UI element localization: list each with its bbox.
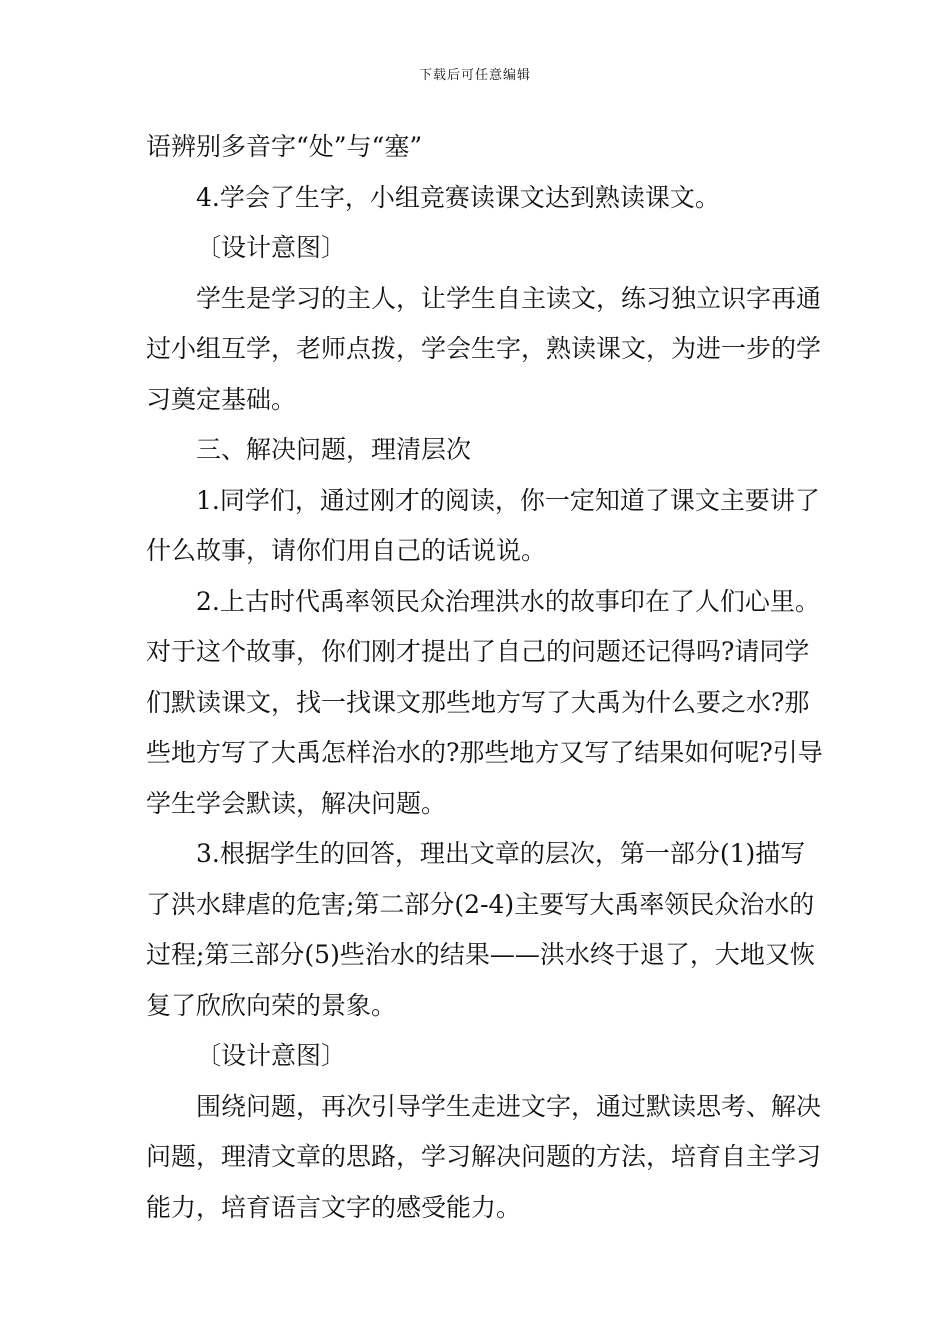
design-intent-paragraph: 学生是学习的主人，让学生自主读文，练习独立识字再通过小组互学，老师点拨，学会生字，熟读课文，为进一步的学习奠定基础。 <box>146 283 822 414</box>
paragraph-step-3: 3.根据学生的回答，理出文章的层次，第一部分(1)描写了洪水肆虐的危害;第二部分(2-4)主要写大禹率领民众治水的过程;第三部分(5)些治水的结果——洪水终于退了，大地又恢复了欣欣向荣的景象。 <box>146 839 815 1020</box>
design-intent-paragraph: 围绕问题，再次引导学生走进文字，通过默读思考、解决问题，理清文章的思路，学习解决问题的方法，培育自主学习能力，培育语言文字的感受能力。 <box>146 1091 822 1222</box>
paragraph-continuation: 语辨别多音字“处”与“塞” <box>146 132 423 161</box>
section-heading: 三、解决问题，理清层次 <box>196 435 472 464</box>
document-body <box>146 122 826 1233</box>
page-header: 下载后可任意编辑 <box>418 68 531 83</box>
paragraph-step-4: 4.学会了生字，小组竞赛读课文达到熟读课文。 <box>196 182 720 212</box>
paragraph-step-1: 1.同学们，通过刚才的阅读，你一定知道了课文主要讲了什么故事，请你们用自己的话说说。 <box>146 485 820 565</box>
paragraph-step-2: 2.上古时代禹率领民众治理洪水的故事印在了人们心里。对于这个故事，你们刚才提出了自己的问题还记得吗?请同学们默读课文，找一找课文那些地方写了大禹为什么要之水?那些地方写了大禹怎样治水的?那些地方又写了结果如何呢?引导学生学会默读，解决问题。 <box>146 586 823 818</box>
design-intent-heading: 〔设计意图〕 <box>196 233 347 262</box>
design-intent-heading: 〔设计意图〕 <box>196 1041 347 1070</box>
